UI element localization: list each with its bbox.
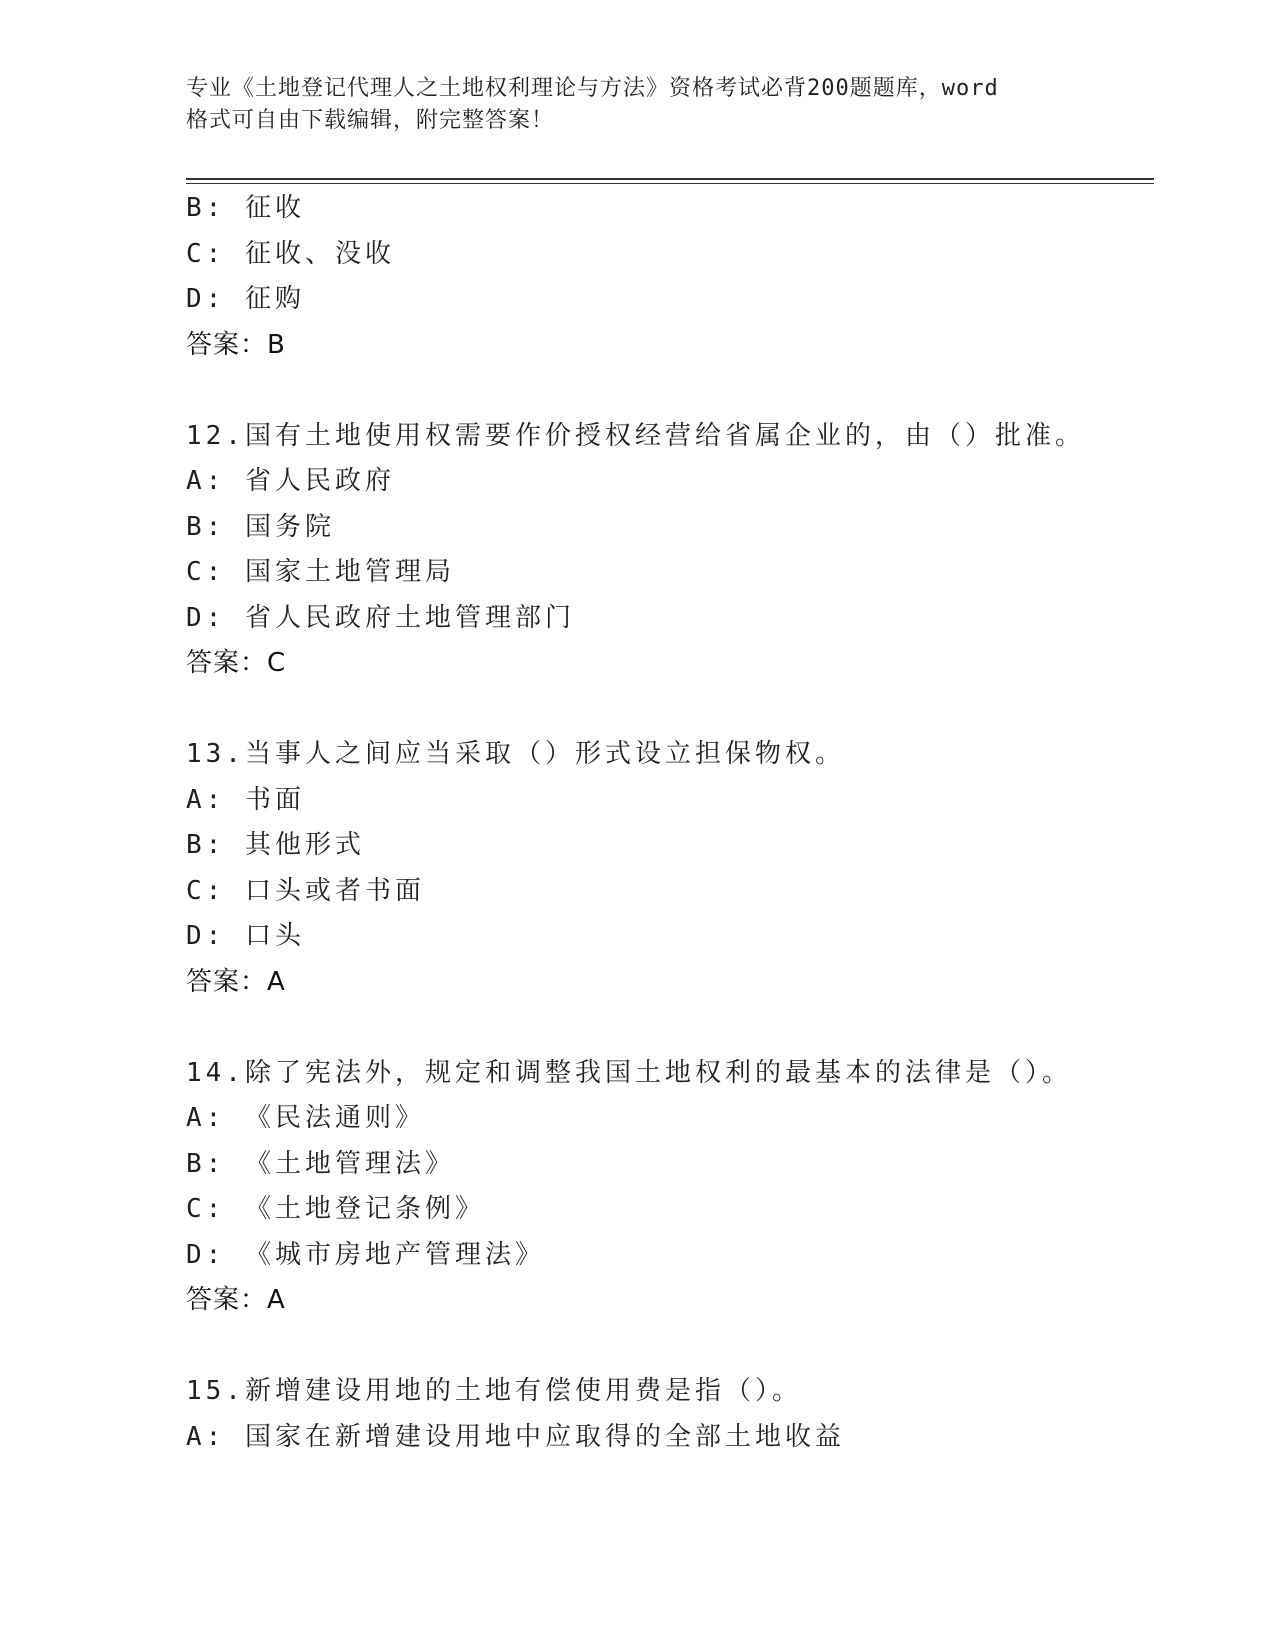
header-line-2: 格式可自由下载编辑，附完整答案！ [186,108,555,133]
q12-option-d: D: 省人民政府土地管理部门 [186,602,575,633]
q12-option-a: A: 省人民政府 [186,466,395,496]
header-divider-thick [186,178,1154,180]
q14-option-b: B: 《土地管理法》 [186,1148,455,1179]
q11-option-b: B: 征收 [186,193,305,223]
q14-option-a: A: 《民法通则》 [186,1103,425,1133]
q13-option-b: B: 其他形式 [186,830,365,860]
q11-option-c: C: 征收、没收 [186,238,395,269]
q14-option-c: C: 《土地登记条例》 [186,1194,485,1224]
q14-stem: 14.除了宪法外，规定和调整我国土地权利的最基本的法律是（）。 [186,1057,1072,1088]
spacer [186,687,1186,733]
question-list [186,186,1186,1460]
q13-stem: 13.当事人之间应当采取（）形式设立担保物权。 [186,739,845,769]
q12-option-b: B: 国务院 [186,511,335,542]
q14-option-d: D: 《城市房地产管理法》 [186,1239,545,1270]
q15-option-a: A: 国家在新增建设用地中应取得的全部土地收益 [186,1421,845,1452]
header-line-1: 专业《土地登记代理人之土地权利理论与方法》资格考试必背200题题库，word [186,76,999,101]
spacer [186,368,1186,414]
q11-option-d: D: 征购 [186,284,305,314]
q13-option-d: D: 口头 [186,921,305,951]
q13-option-a: A: 书面 [186,784,305,815]
document-header [186,73,1086,137]
q14-answer: 答案：A [186,1285,286,1315]
q13-option-c: C: 口头或者书面 [186,875,425,906]
q12-stem: 12.国有土地使用权需要作价授权经营给省属企业的，由（）批准。 [186,420,1085,451]
header-divider-thin [186,183,1154,184]
q13-answer: 答案：A [186,966,286,997]
spacer [186,1005,1186,1051]
spacer [186,1324,1186,1370]
q12-answer: 答案：C [186,648,287,678]
q12-option-c: C: 国家土地管理局 [186,557,455,587]
q15-stem: 15.新增建设用地的土地有偿使用费是指（）。 [186,1376,802,1406]
q11-answer: 答案：B [186,329,286,360]
